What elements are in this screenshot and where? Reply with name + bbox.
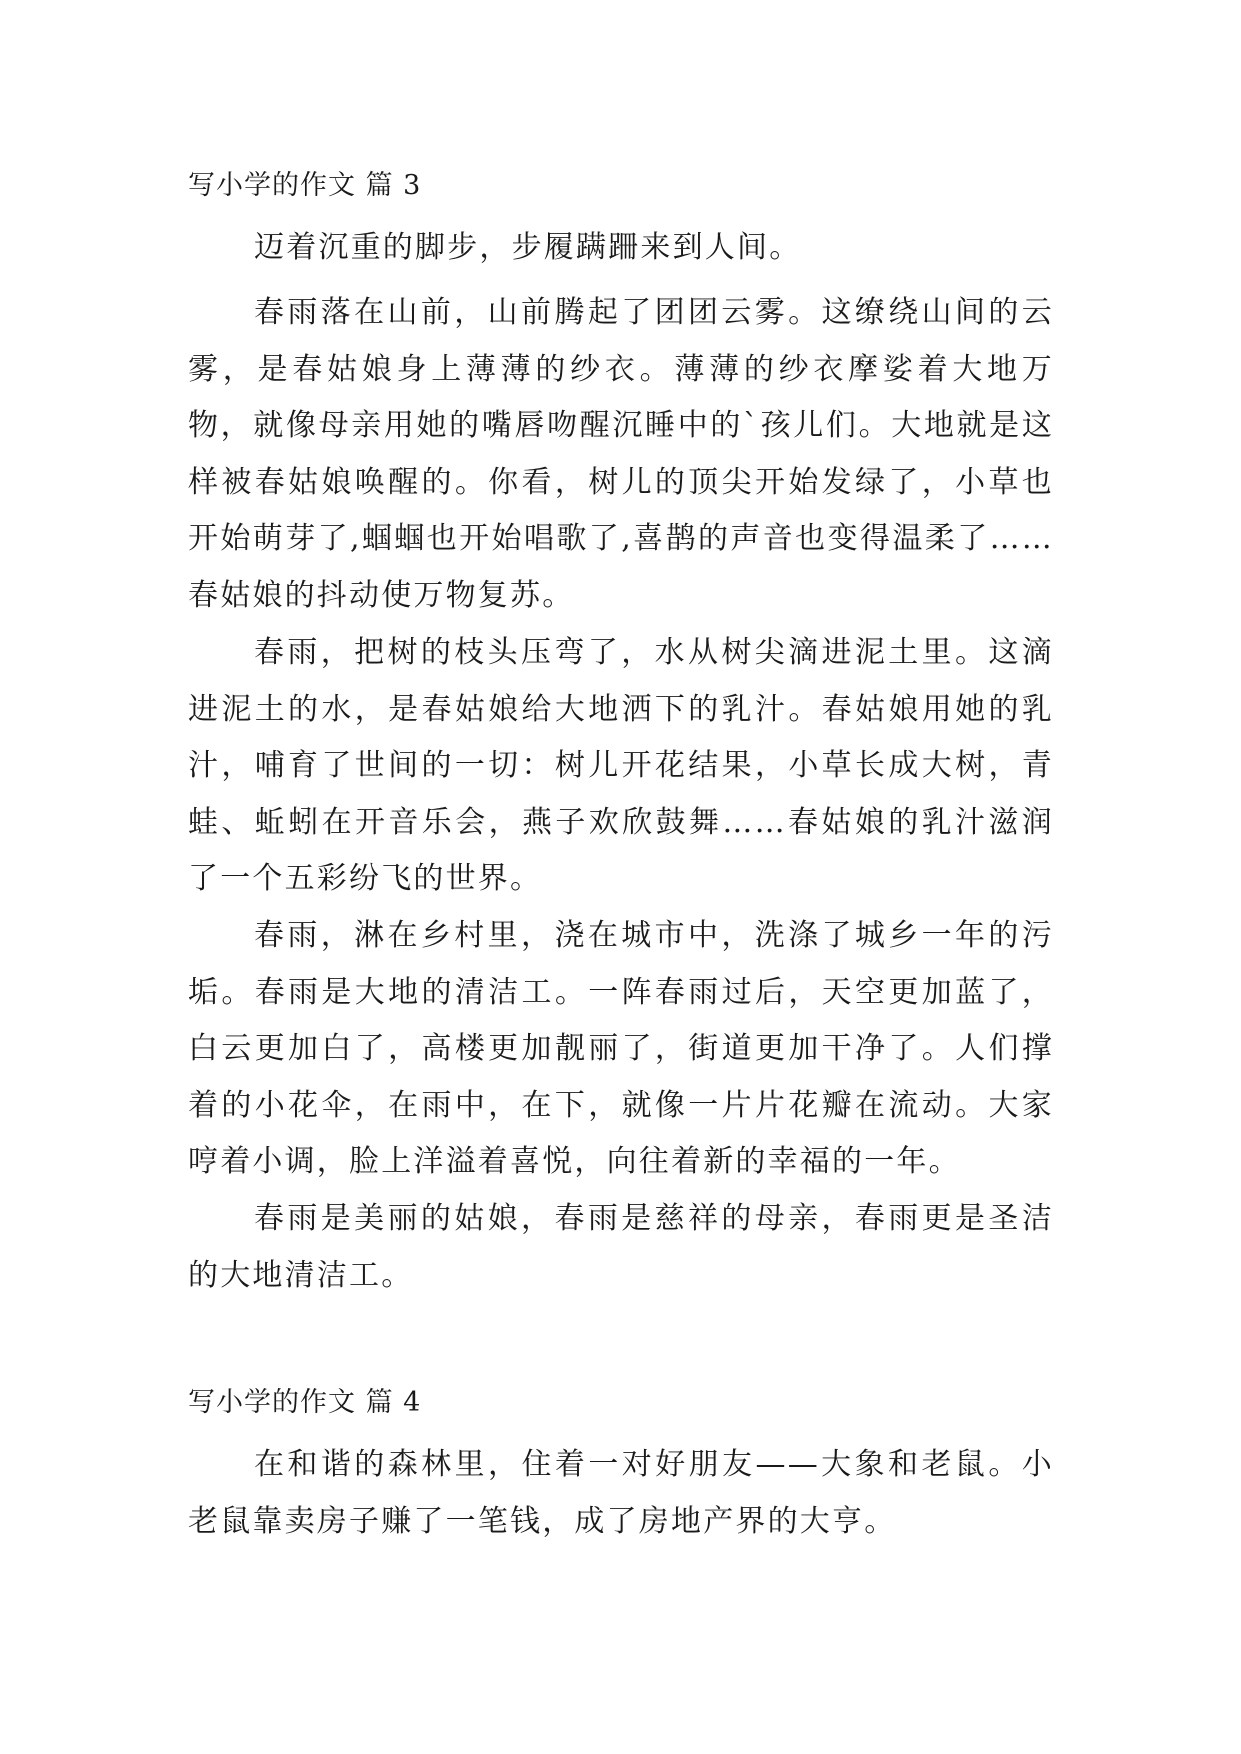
paragraph: 春雨，淋在乡村里，浇在城市中，洗涤了城乡一年的污垢。春雨是大地的清洁工。一阵春雨过后，天空更加蓝了，白云更加白了，高楼更加靓丽了，街道更加干净了。人们撑着的小花伞，在雨中，在下，就像一片片花瓣在流动。大家哼着小调，脸上洋溢着喜悦，向往着新的幸福的一年。 (188, 918, 1054, 1179)
paragraph: 春雨，把树的枝头压弯了，水从树尖滴进泥土里。这滴进泥土的水，是春姑娘给大地洒下的乳汁。春姑娘用她的乳汁，哺育了世间的一切：树儿开花结果，小草长成大树，青蛙、蚯蚓在开音乐会，燕子欢欣鼓舞……春姑娘的乳汁滋润了一个五彩纷飞的世界。 (188, 635, 1054, 896)
paragraph: 春雨是美丽的姑娘，春雨是慈祥的母亲，春雨更是圣洁的大地清洁工。 (188, 1201, 1054, 1293)
section-title-4: 写小学的作文 篇 4 (188, 1387, 422, 1418)
paragraph: 春雨落在山前，山前腾起了团团云雾。这缭绕山间的云雾，是春姑娘身上薄薄的纱衣。薄薄的纱衣摩娑着大地万物，就像母亲用她的嘴唇吻醒沉睡中的`孩儿们。大地就是这样被春姑娘唤醒的。你看，树儿的顶尖开始发绿了，小草也开始萌芽了,蝈蝈也开始唱歌了,喜鹊的声音也变得温柔了……春姑娘的抖动使万物复苏。 (188, 295, 1054, 613)
paragraph: 迈着沉重的脚步，步履蹒跚来到人间。 (254, 230, 802, 265)
section-title-3: 写小学的作文 篇 3 (188, 170, 422, 201)
paragraph: 在和谐的森林里，住着一对好朋友——大象和老鼠。小老鼠靠卖房子赚了一笔钱，成了房地产界的大亨。 (188, 1447, 1054, 1539)
